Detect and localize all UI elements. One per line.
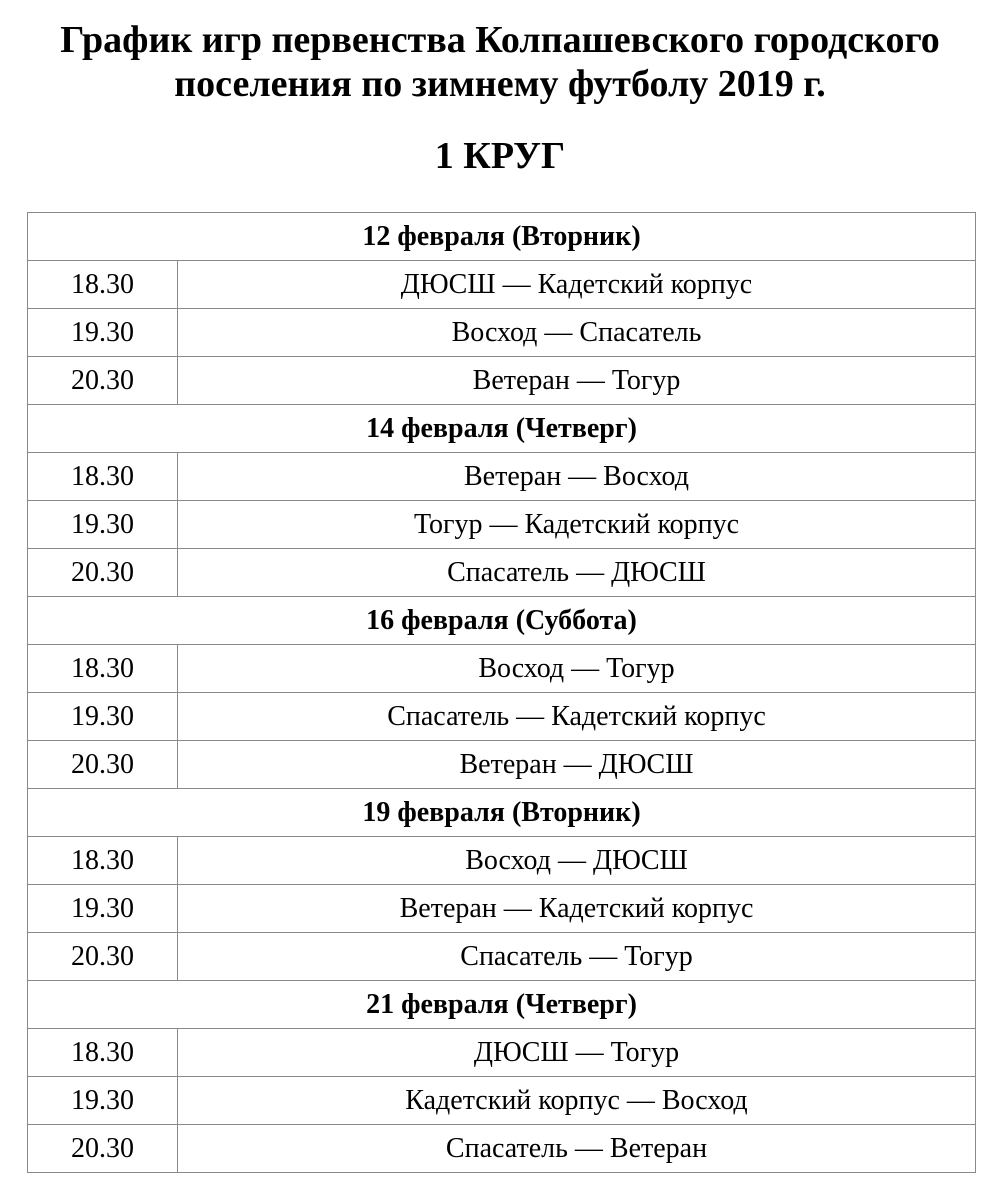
game-row <box>28 1125 976 1173</box>
document-title <box>0 18 1000 106</box>
game-row <box>28 885 976 933</box>
game-row <box>28 1029 976 1077</box>
match-cell: Ветеран — ДЮСШ <box>178 741 976 789</box>
date-row <box>28 981 976 1029</box>
date-cell: 19 февраля (Вторник) <box>28 789 976 837</box>
time-cell: 18.30 <box>28 1029 178 1077</box>
round-heading: 1 КРУГ <box>434 135 566 177</box>
time-cell: 19.30 <box>28 885 178 933</box>
match-cell: Восход — Спасатель <box>178 309 976 357</box>
date-row <box>28 405 976 453</box>
match-cell: Ветеран — Тогур <box>178 357 976 405</box>
time-cell: 20.30 <box>28 357 178 405</box>
match-cell: Ветеран — Кадетский корпус <box>178 885 976 933</box>
time-cell: 19.30 <box>28 1077 178 1125</box>
game-row <box>28 693 976 741</box>
match-cell: Ветеран — Восход <box>178 453 976 501</box>
time-cell: 19.30 <box>28 693 178 741</box>
time-cell: 20.30 <box>28 549 178 597</box>
game-row <box>28 1077 976 1125</box>
title-line-2: поселения по зимнему футболу 2019 г. <box>174 63 826 105</box>
date-row <box>28 213 976 261</box>
match-cell: Тогур — Кадетский корпус <box>178 501 976 549</box>
schedule-table <box>27 212 976 1173</box>
time-cell: 20.30 <box>28 741 178 789</box>
time-cell: 20.30 <box>28 933 178 981</box>
game-row <box>28 645 976 693</box>
title-line-1: График игр первенства Колпашевского городского <box>60 19 940 61</box>
date-cell: 14 февраля (Четверг) <box>28 405 976 453</box>
time-cell: 20.30 <box>28 1125 178 1173</box>
time-cell: 19.30 <box>28 501 178 549</box>
match-cell: Спасатель — Кадетский корпус <box>178 693 976 741</box>
match-cell: ДЮСШ — Тогур <box>178 1029 976 1077</box>
match-cell: Восход — Тогур <box>178 645 976 693</box>
time-cell: 18.30 <box>28 261 178 309</box>
match-cell: Спасатель — Ветеран <box>178 1125 976 1173</box>
date-row <box>28 597 976 645</box>
time-cell: 19.30 <box>28 309 178 357</box>
game-row <box>28 357 976 405</box>
match-cell: Спасатель — ДЮСШ <box>178 549 976 597</box>
date-row <box>28 789 976 837</box>
match-cell: Кадетский корпус — Восход <box>178 1077 976 1125</box>
match-cell: Восход — ДЮСШ <box>178 837 976 885</box>
time-cell: 18.30 <box>28 645 178 693</box>
match-cell: Спасатель — Тогур <box>178 933 976 981</box>
game-row <box>28 309 976 357</box>
game-row <box>28 261 976 309</box>
game-row <box>28 453 976 501</box>
time-cell: 18.30 <box>28 453 178 501</box>
game-row <box>28 837 976 885</box>
game-row <box>28 741 976 789</box>
time-cell: 18.30 <box>28 837 178 885</box>
game-row <box>28 549 976 597</box>
date-cell: 12 февраля (Вторник) <box>28 213 976 261</box>
date-cell: 21 февраля (Четверг) <box>28 981 976 1029</box>
date-cell: 16 февраля (Суббота) <box>28 597 976 645</box>
game-row <box>28 933 976 981</box>
match-cell: ДЮСШ — Кадетский корпус <box>178 261 976 309</box>
game-row <box>28 501 976 549</box>
